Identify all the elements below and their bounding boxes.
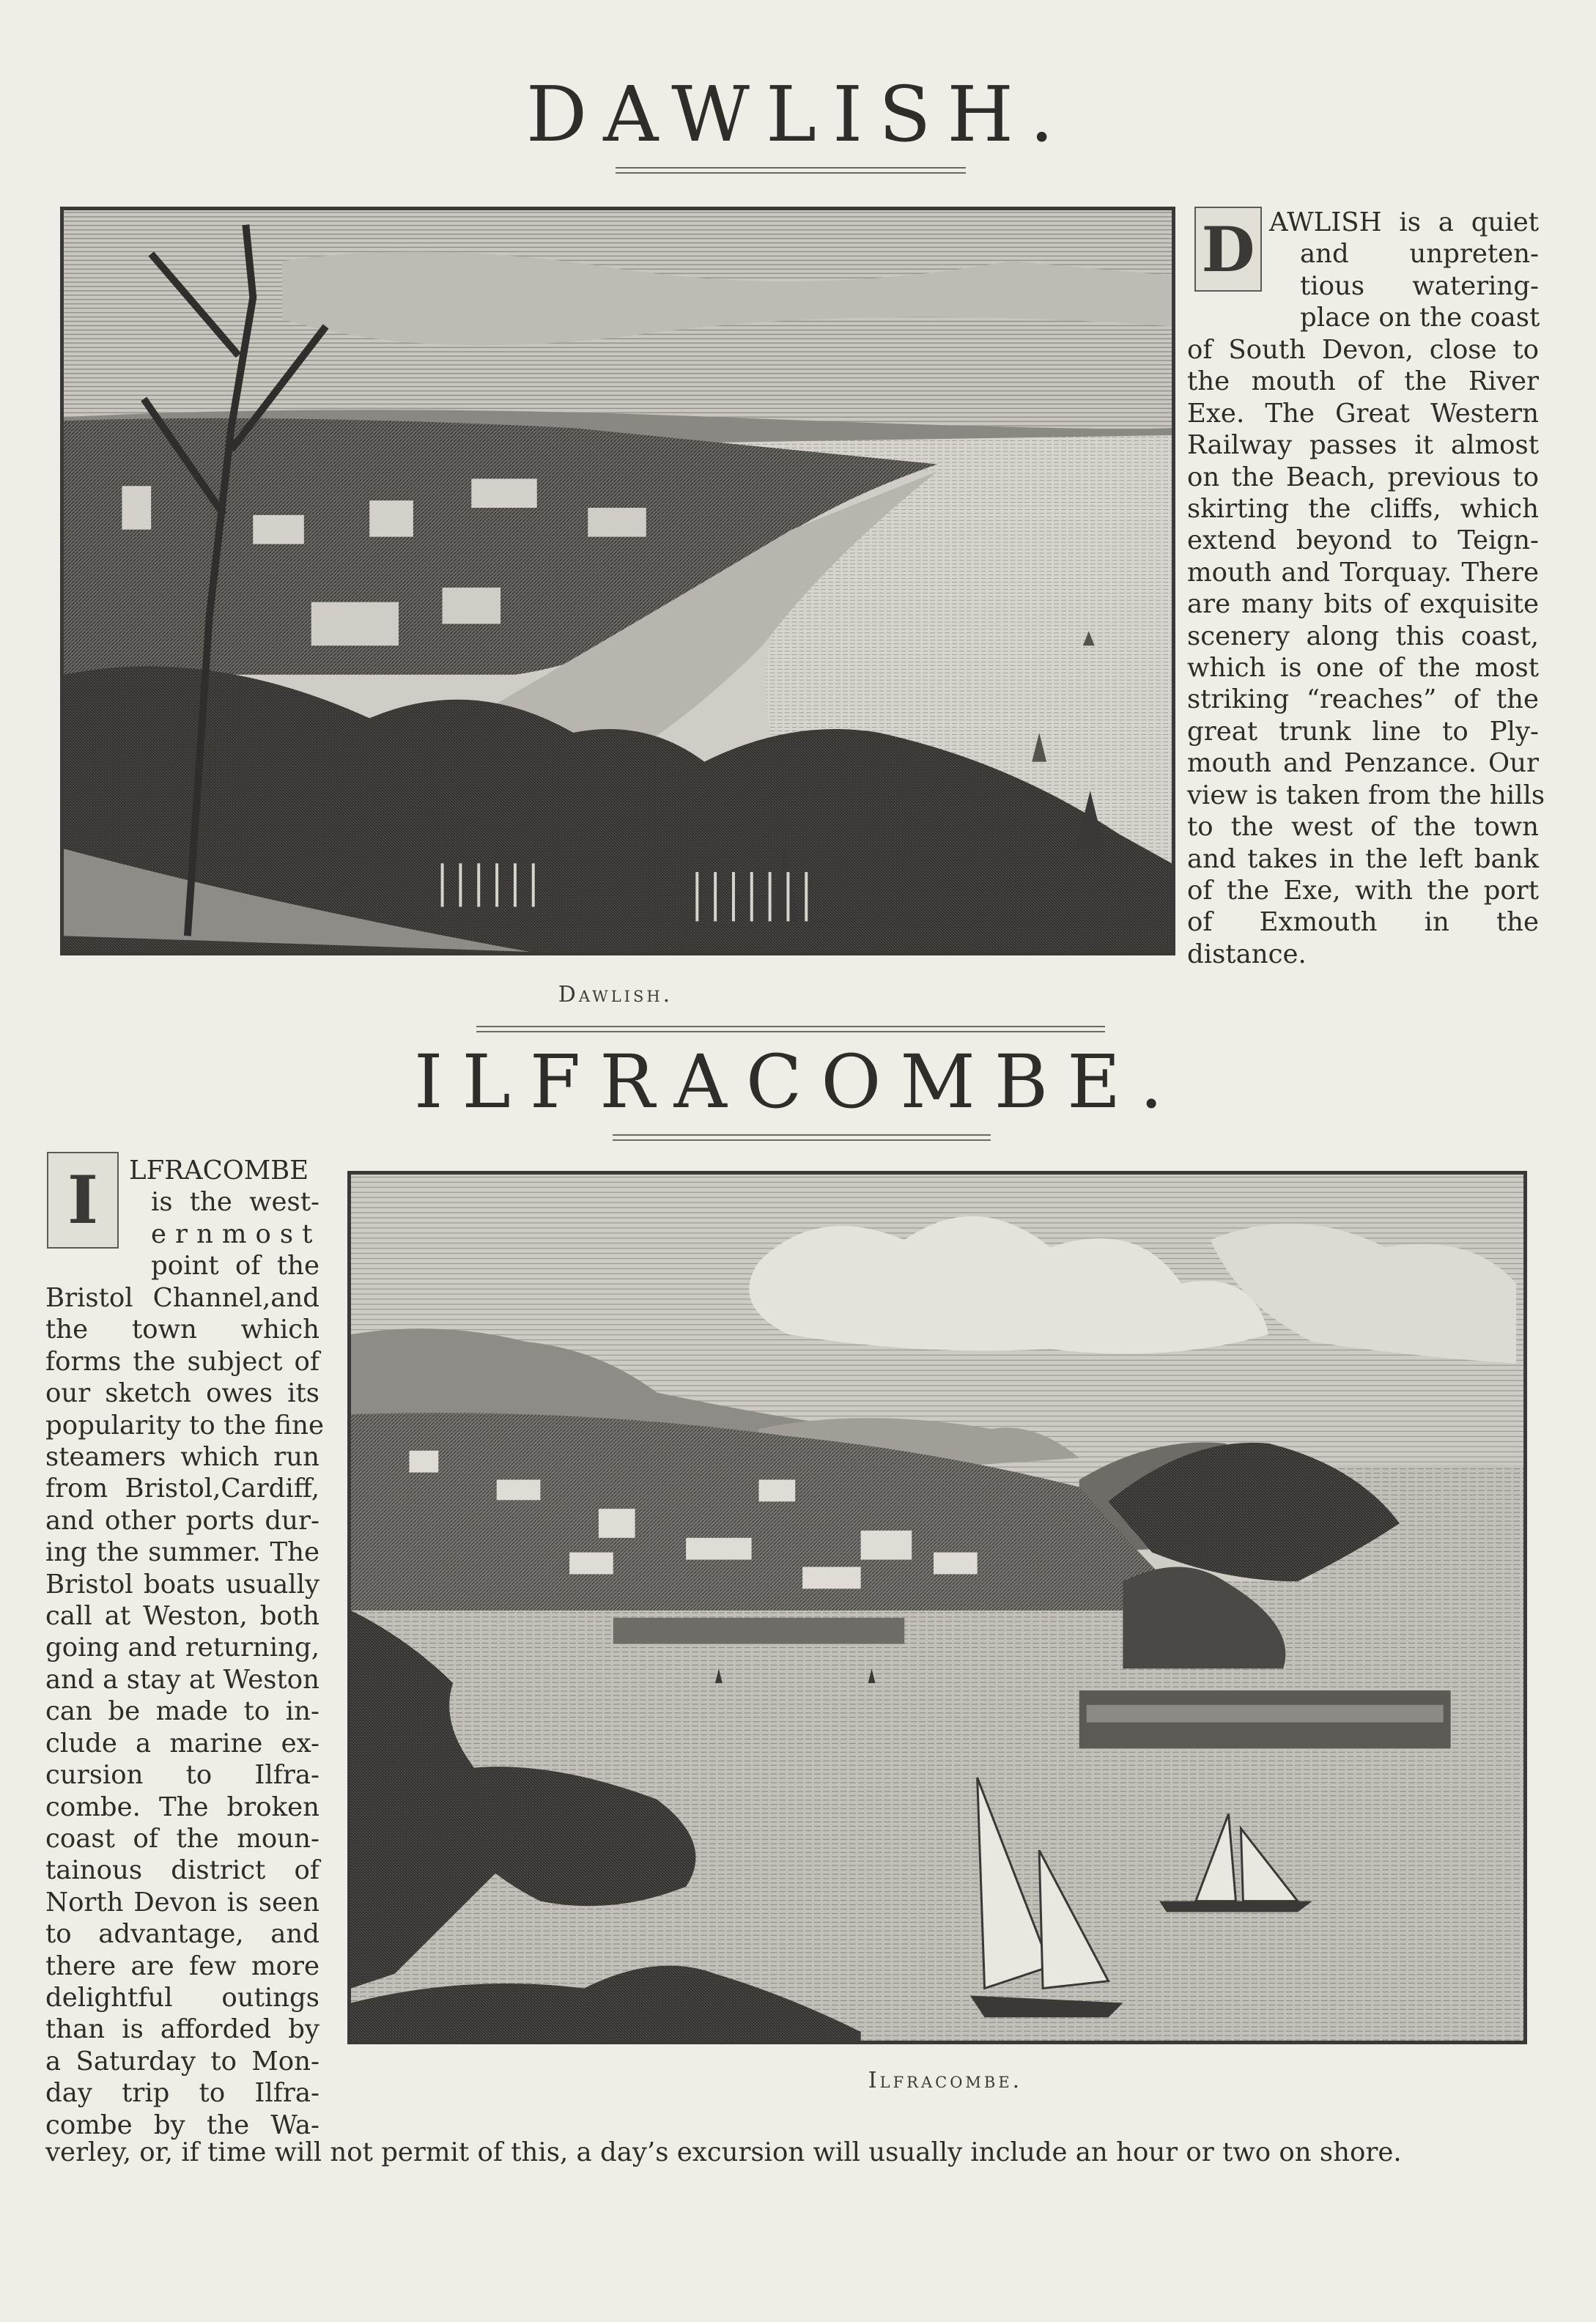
text-line: ing the summer. The	[45, 1537, 319, 1568]
text-line: the town which	[45, 1315, 319, 1345]
text-line: scenery along this coast,	[1187, 621, 1539, 651]
text-line: view is taken from the hills	[1187, 780, 1545, 810]
text-line: the mouth of the River	[1187, 366, 1539, 397]
ilfracombe-text	[45, 1282, 325, 2141]
text-line: cursion to Ilfra-	[45, 1760, 319, 1791]
text-line: place on the coast	[1300, 303, 1540, 333]
text-line: tious watering-	[1300, 270, 1539, 301]
text-line: forms the subject of	[45, 1346, 319, 1377]
text-line: Bristol boats usually	[45, 1569, 319, 1600]
drop-cap-i: I	[47, 1152, 119, 1249]
text-line: great trunk line to Ply-	[1187, 716, 1539, 747]
text-line: is the west-	[151, 1187, 319, 1218]
text-line: LFRACOMBE	[129, 1156, 309, 1186]
text-line: from Bristol,Cardiff,	[45, 1474, 319, 1504]
text-line: tainous district of	[45, 1855, 319, 1886]
dawlish-engraving	[60, 207, 1175, 955]
text-line: point of the	[151, 1251, 319, 1282]
text-line: and unpreten-	[1300, 239, 1539, 270]
page-title-ilfracombe: ILFRACOMBE.	[414, 1039, 1182, 1125]
text-line: of the Exe, with the port	[1187, 875, 1539, 906]
text-line: mouth and Torquay. There	[1187, 557, 1539, 588]
text-line: our sketch owes its	[45, 1378, 319, 1409]
text-line: combe. The broken	[45, 1792, 319, 1822]
text-line: coast of the moun-	[45, 1823, 319, 1854]
page-title-dawlish: DAWLISH.	[525, 70, 1071, 159]
text-line: to advantage, and	[45, 1919, 319, 1950]
text-line: popularity to the fine	[45, 1410, 325, 1441]
text-line: which is one of the most	[1187, 653, 1539, 684]
text-line: on the Beach, previous to	[1187, 462, 1539, 492]
caption-ilfracombe: Ilfracombe.	[868, 2068, 1023, 2093]
text-line: and a stay at Weston	[45, 1664, 319, 1695]
ilfracombe-engraving	[347, 1171, 1527, 2044]
text-line: extend beyond to Teign-	[1187, 525, 1539, 556]
text-line: mouth and Penzance. Our	[1187, 748, 1539, 779]
dawlish-text	[1187, 334, 1545, 970]
text-line: steamers which run	[45, 1442, 319, 1473]
text-line: clude a marine ex-	[45, 1728, 319, 1759]
text-line: a Saturday to Mon-	[45, 2046, 319, 2077]
text-line: Bristol Channel,and	[45, 1283, 319, 1313]
text-line: verley, or, if time will not permit of this, a day’s excursion will usually include an hour or two on shore.	[45, 2137, 1402, 2167]
text-line: than is afforded by	[45, 2014, 319, 2045]
text-line: and takes in the left bank	[1187, 843, 1539, 874]
text-line: North Devon is seen	[45, 1887, 319, 1918]
caption-dawlish: Dawlish.	[558, 982, 673, 1007]
section-divider	[476, 1026, 1105, 1032]
text-line: of South Devon, close to	[1187, 335, 1539, 365]
text-line: striking “reaches” of the	[1187, 684, 1539, 715]
text-line: are many bits of exquisite	[1187, 589, 1539, 620]
ilfracombe-text-indented	[129, 1155, 322, 1282]
text-line: AWLISH is a quiet	[1269, 207, 1539, 237]
text-line: there are few more	[45, 1951, 319, 1981]
text-line: of Exmouth in the	[1187, 907, 1539, 938]
text-line: Exe. The Great Western	[1187, 398, 1539, 429]
text-line: skirting the cliffs, which	[1187, 494, 1539, 525]
text-line: distance.	[1187, 939, 1307, 969]
text-line: going and returning,	[45, 1633, 319, 1663]
text-line: ernmost	[151, 1219, 322, 1249]
text-line: combe by the Wa-	[45, 2110, 319, 2140]
text-line: Railway passes it almost	[1187, 430, 1539, 461]
title-rule-ilfracombe	[613, 1134, 991, 1141]
drop-cap-d: D	[1194, 207, 1262, 292]
title-rule-dawlish	[616, 167, 966, 174]
text-line: can be made to in-	[45, 1696, 319, 1727]
text-line: delightful outings	[45, 1982, 319, 2013]
ilfracombe-closing-line	[45, 2137, 1518, 2168]
dawlish-text-indented	[1269, 207, 1539, 334]
text-line: to the west of the town	[1187, 812, 1539, 843]
text-line: day trip to Ilfra-	[45, 2078, 319, 2109]
text-line: and other ports dur-	[45, 1505, 319, 1536]
text-line: call at Weston, both	[45, 1601, 319, 1632]
